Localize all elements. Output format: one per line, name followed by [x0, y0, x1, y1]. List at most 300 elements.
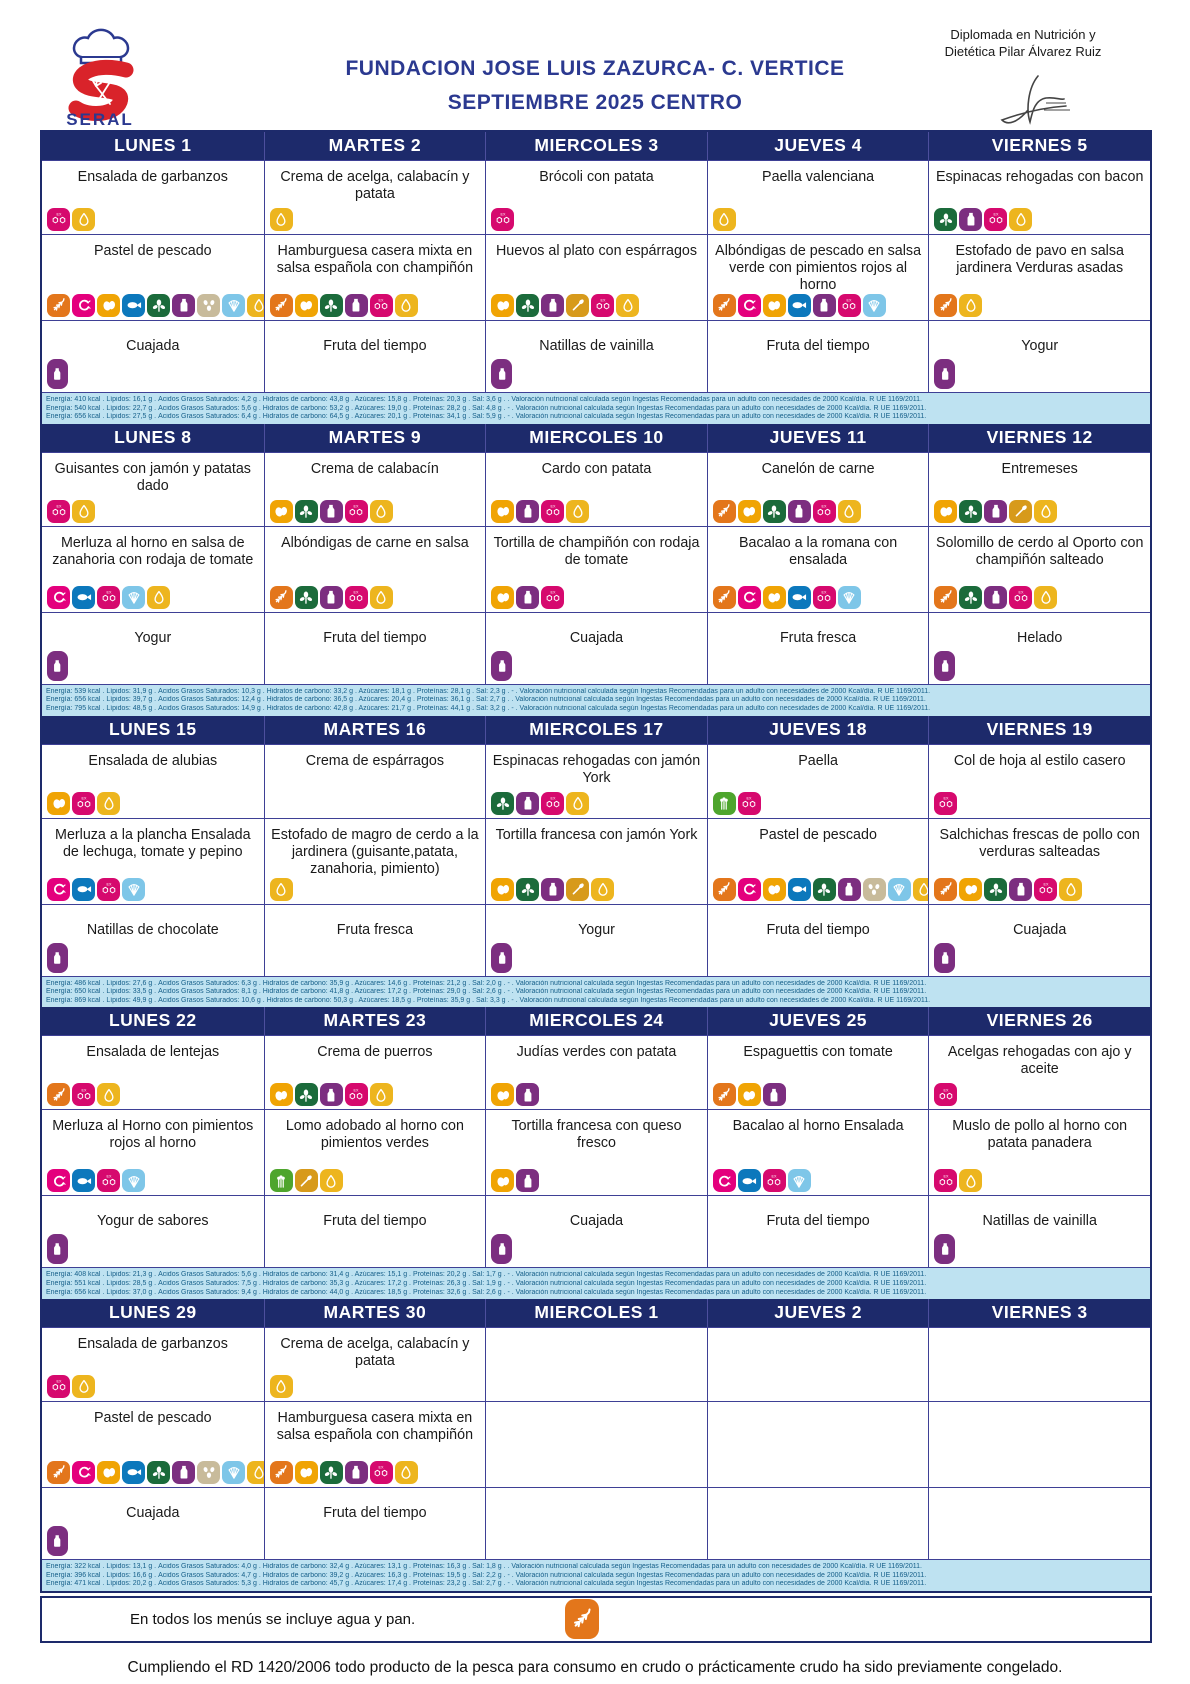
pescado-icon: [738, 1169, 761, 1192]
pescado-icon: [72, 878, 95, 901]
nutritionist-line2: Dietética Pilar Álvarez Ruiz: [944, 44, 1102, 59]
dish-name: Fruta fresca: [336, 921, 414, 938]
huevo-icon: [47, 792, 70, 815]
svg-text:EX: EX: [1018, 590, 1024, 595]
day-header: LUNES 29: [108, 1302, 197, 1323]
day-header: JUEVES 18: [707, 716, 929, 744]
sulfitos-icon: [566, 500, 589, 523]
svg-text:EX: EX: [600, 298, 606, 303]
seral-logo-text: SERAL: [66, 110, 134, 128]
huevo-icon: [97, 1461, 120, 1484]
first-course-cell: [928, 1035, 1150, 1109]
allergen-icons: [47, 208, 259, 231]
second-course-cell: [707, 526, 929, 612]
nutrition-line: Energía: 656 kcal . Lípidos: 39,7 g . Ácidos Grasos Saturados: 12,4 g . Hidratos de carbono: 36,5 g . Azúcares: 20,4 g . Proteínas: 36,1 g . Sal: 2,7 g . . Valoración nutricional calculada según Ingestas Recomendadas para un adulto con necesidades de 2000 Kcal/día. R UE 1169/2011.: [46, 696, 926, 704]
dish-name: Natillas de chocolate: [86, 921, 219, 938]
lacteos-icon: [47, 1234, 68, 1264]
allergen-icons: [270, 500, 481, 523]
gluten-icon: [713, 294, 736, 317]
first-course-row: [42, 1327, 1150, 1401]
allergen-icons: [934, 1083, 1145, 1106]
allergen-icons: [491, 651, 702, 681]
dish-name: Entremeses: [1001, 460, 1078, 477]
sulfitos-icon: [566, 792, 589, 815]
dish-name: Ensalada de lentejas: [86, 1044, 220, 1061]
frutos-cascara-icon: [97, 586, 120, 609]
nutrition-line: Energía: 322 kcal . Lípidos: 13,1 g . Ácidos Grasos Saturados: 4,0 g . Hidratos de carbono: 32,4 g . Azúcares: 13,1 g . Proteínas: 16,3 g . Sal: 1,8 g . . Valoración nutricional calculada según Ingestas Recomendadas para un adulto con necesidades de 2000 Kcal/día. R UE 1169/2011.: [46, 1563, 922, 1571]
dessert-row: [42, 904, 1150, 976]
first-course-cell: [928, 744, 1150, 818]
svg-text:EX: EX: [353, 590, 359, 595]
day-header: JUEVES 25: [707, 1007, 929, 1035]
second-course-cell: [264, 1401, 486, 1487]
dish-name: Cuajada: [1013, 921, 1067, 938]
gluten-icon: [47, 1461, 70, 1484]
svg-text:EX: EX: [81, 1087, 86, 1092]
soja-icon: [516, 294, 539, 317]
soja-icon: [984, 878, 1007, 901]
first-course-cell: [928, 452, 1150, 526]
lacteos-icon: [491, 943, 512, 973]
dessert-cell: [707, 1487, 929, 1559]
dish-name: Crema de espárragos: [305, 752, 445, 769]
allergen-icons: [934, 500, 1145, 523]
sulfitos-icon: [370, 1083, 393, 1106]
dish-name: Fruta fresca: [779, 629, 857, 646]
lacteos-icon: [47, 943, 68, 973]
allergen-icons: [47, 1526, 259, 1556]
lacteos-icon: [345, 1461, 368, 1484]
frutos-cascara-icon: [97, 878, 120, 901]
dessert-cell: [707, 1195, 929, 1267]
dish-name: Helado: [1017, 629, 1063, 646]
dish-name: Tortilla de champiñón con rodaja de tomate: [493, 534, 700, 568]
allergen-icons: [491, 943, 702, 973]
first-course-row: [42, 744, 1150, 818]
allergen-icons: [934, 359, 1145, 389]
dish-name: Ensalada de alubias: [88, 752, 218, 769]
day-header: MARTES 2: [264, 132, 486, 160]
first-course-cell: [707, 744, 929, 818]
svg-text:EX: EX: [378, 1465, 384, 1470]
dessert-cell: [707, 904, 929, 976]
day-header: VIERNES 19: [928, 716, 1150, 744]
first-course-row: [42, 1035, 1150, 1109]
allergen-icons: [270, 1461, 481, 1484]
huevo-icon: [738, 500, 761, 523]
day-header: LUNES 8: [114, 426, 192, 447]
nutrition-info: [42, 1267, 1150, 1299]
dessert-cell: [485, 612, 707, 684]
first-course-cell: [42, 1327, 264, 1401]
day-header: MIERCOLES 24: [485, 1007, 707, 1035]
second-course-cell: [42, 526, 264, 612]
sulfitos-icon: [1034, 500, 1057, 523]
pescado-icon: [122, 1461, 145, 1484]
nutrition-line: Energía: 650 kcal . Lípidos: 33,5 g . Ácidos Grasos Saturados: 8,1 g . Hidratos de carbono: 41,8 g . Azúcares: 17,2 g . Proteínas: 29,0 g . Sal: 2,6 g . - . Valoración nutricional calculada según Ingestas Recomendadas para un adulto con necesidades de 2000 Kcal/día. R UE 1169/2011.: [46, 988, 927, 996]
dish-name: Hamburguesa casera mixta en salsa española con champiñón: [276, 243, 474, 276]
sulfitos-icon: [72, 500, 95, 523]
dish-name: Fruta del tiempo: [323, 1213, 427, 1230]
second-course-cell: [485, 1109, 707, 1195]
pescado-icon: [72, 586, 95, 609]
frutos-cascara-icon: [345, 586, 368, 609]
lacteos-icon: [345, 294, 368, 317]
allergen-icons: [491, 1234, 702, 1264]
lacteos-icon: [934, 943, 955, 973]
second-course-cell: [707, 818, 929, 904]
dish-name: Natillas de vainilla: [982, 1213, 1097, 1230]
gluten-icon: [934, 586, 957, 609]
allergen-icons: [47, 500, 259, 523]
dish-name: Crema de acelga, calabacín y patata: [280, 1336, 470, 1370]
lacteos-icon: [47, 1526, 68, 1556]
mostaza-icon: [1009, 500, 1032, 523]
lacteos-icon: [934, 651, 955, 681]
day-header: LUNES 15: [108, 718, 197, 739]
sulfitos-icon: [72, 1375, 95, 1398]
day-header: JUEVES 2: [707, 1299, 929, 1327]
lacteos-icon: [172, 294, 195, 317]
allergen-icons: [934, 1169, 1145, 1192]
day-header: MIERCOLES 3: [485, 132, 707, 160]
allergen-icons: [270, 1375, 481, 1398]
lacteos-icon: [934, 359, 955, 389]
sulfitos-icon: [72, 208, 95, 231]
dish-name: Fruta del tiempo: [323, 629, 427, 646]
frutos-cascara-icon: [813, 586, 836, 609]
huevo-icon: [491, 586, 514, 609]
frutos-cascara-icon: [97, 1169, 120, 1192]
svg-text:EX: EX: [846, 298, 852, 303]
dish-name: Tortilla francesa con jamón York: [495, 826, 698, 843]
second-course-cell: [485, 526, 707, 612]
dessert-cell: [42, 1195, 264, 1267]
frutos-cascara-icon: [838, 294, 861, 317]
huevo-icon: [491, 878, 514, 901]
dish-name: Yogur de sabores: [97, 1213, 209, 1230]
week-block: [42, 132, 1150, 424]
huevo-icon: [491, 1169, 514, 1192]
dessert-cell: [928, 1195, 1150, 1267]
sulfitos-icon: [959, 294, 982, 317]
dessert-cell: [485, 904, 707, 976]
allergen-icons: [713, 586, 924, 609]
first-course-cell: [707, 1035, 929, 1109]
second-course-cell: [264, 818, 486, 904]
allergen-icons: [491, 208, 702, 231]
frutos-cascara-icon: [541, 586, 564, 609]
crustaceos-icon: [72, 294, 95, 317]
first-course-cell: [707, 1327, 929, 1401]
sulfitos-icon: [97, 792, 120, 815]
svg-text:EX: EX: [1043, 882, 1049, 887]
gluten-icon: [713, 500, 736, 523]
frutos-cascara-icon: [47, 1375, 70, 1398]
allergen-icons: [47, 294, 259, 317]
svg-text:EX: EX: [353, 504, 359, 509]
second-course-row: [42, 818, 1150, 904]
lacteos-icon: [491, 359, 512, 389]
allergen-icons: [47, 1169, 259, 1192]
nutrition-line: Energía: 408 kcal . Lípidos: 21,3 g . Ácidos Grasos Saturados: 5,6 g . Hidratos de carbono: 31,4 g . Azúcares: 15,1 g . Proteínas: 20,2 g . Sal: 1,7 g . - . Valoración nutricional calculada según Ingestas Recomendadas para un adulto con necesidades de 2000 Kcal/día. R UE 1169/2011.: [46, 1271, 927, 1279]
nutrition-line: Energía: 471 kcal . Lípidos: 20,2 g . Ácidos Grasos Saturados: 5,3 g . Hidratos de carbono: 45,7 g . Azúcares: 17,4 g . Proteínas: 23,2 g . Sal: 2,7 g . - . Valoración nutricional calculada según Ingestas Recomendadas para un adulto con necesidades de 2000 Kcal/día. R UE 1169/2011.: [46, 1580, 927, 1588]
sulfitos-icon: [370, 586, 393, 609]
lacteos-icon: [541, 294, 564, 317]
dish-name: [934, 1491, 1145, 1505]
crustaceos-icon: [72, 1461, 95, 1484]
soja-icon: [295, 1083, 318, 1106]
dish-name: Tortilla francesa con queso fresco: [511, 1118, 682, 1152]
second-course-cell: [707, 1401, 929, 1487]
week-block: [42, 424, 1150, 716]
moluscos-icon: [122, 1169, 145, 1192]
frutos-cascara-icon: [591, 294, 614, 317]
svg-text:EX: EX: [550, 590, 556, 595]
allergen-icons: [934, 943, 1145, 973]
pescado-icon: [788, 294, 811, 317]
svg-text:EX: EX: [56, 1379, 61, 1384]
lacteos-icon: [516, 1083, 539, 1106]
moluscos-icon: [838, 586, 861, 609]
crustaceos-icon: [47, 878, 70, 901]
pescado-icon: [788, 878, 811, 901]
day-header: LUNES 22: [108, 1010, 197, 1031]
dish-name: Solomillo de cerdo al Oporto con champiñón salteado: [935, 534, 1144, 568]
dessert-cell: [707, 612, 929, 684]
lacteos-icon: [516, 1169, 539, 1192]
allergen-icons: [47, 1234, 259, 1264]
crustaceos-icon: [713, 1169, 736, 1192]
dessert-cell: [928, 612, 1150, 684]
huevo-icon: [763, 586, 786, 609]
dish-name: Merluza al horno en salsa de zanahoria con rodaja de tomate: [52, 534, 254, 568]
day-header: VIERNES 5: [928, 132, 1150, 160]
dish-name: Judías verdes con patata: [516, 1044, 677, 1061]
dish-name: Crema de puerros: [317, 1044, 433, 1061]
second-course-row: [42, 1401, 1150, 1487]
frutos-cascara-icon: [370, 294, 393, 317]
nutrition-info: [42, 392, 1150, 424]
lacteos-icon: [320, 1083, 343, 1106]
gluten-icon: [47, 1083, 70, 1106]
soja-icon: [934, 208, 957, 231]
day-header: JUEVES 11: [707, 424, 929, 452]
dessert-cell: [928, 1487, 1150, 1559]
second-course-cell: [928, 818, 1150, 904]
crustaceos-icon: [738, 878, 761, 901]
huevo-icon: [763, 294, 786, 317]
mostaza-icon: [566, 294, 589, 317]
gluten-icon: [713, 586, 736, 609]
first-course-cell: [42, 744, 264, 818]
gluten-icon: [934, 294, 957, 317]
crustaceos-icon: [738, 586, 761, 609]
gluten-icon: [270, 586, 293, 609]
water-bread-note: En todos los menús se incluye agua y pan.: [130, 1610, 416, 1628]
frutos-cascara-icon: [934, 1169, 957, 1192]
svg-text:EX: EX: [56, 504, 61, 509]
dish-name: Acelgas rehogadas con ajo y aceite: [947, 1044, 1132, 1078]
sulfitos-icon: [591, 878, 614, 901]
page-header: [0, 0, 1190, 130]
allergen-icons: [47, 651, 259, 681]
nutrition-line: Energía: 410 kcal . Lípidos: 16,1 g . Ácidos Grasos Saturados: 4,2 g . Hidratos de carbono: 43,8 g . Azúcares: 15,8 g . Proteínas: 20,3 g . Sal: 3,6 g . . Valoración nutricional calculada según Ingestas Recomendadas para un adulto con necesidades de 2000 Kcal/día. R UE 1169/2011.: [46, 396, 922, 403]
week-block: [42, 1007, 1150, 1299]
lacteos-icon: [47, 651, 68, 681]
dish-name: Cuajada: [569, 1213, 624, 1230]
second-course-cell: [42, 234, 264, 320]
dessert-cell: [928, 320, 1150, 392]
lacteos-icon: [984, 500, 1007, 523]
first-course-cell: [264, 452, 486, 526]
sulfitos-icon: [320, 1169, 343, 1192]
sulfitos-icon: [1034, 586, 1057, 609]
allergen-icons: [934, 878, 1145, 901]
allergen-icons: [491, 359, 702, 389]
water-bread-note-box: [40, 1596, 1152, 1643]
dish-name: [491, 1491, 702, 1505]
nutrition-info: [42, 1559, 1150, 1591]
dish-name: Canelón de carne: [761, 460, 875, 477]
dish-name: Natillas de vainilla: [539, 338, 654, 354]
dish-name: Yogur: [134, 629, 172, 646]
dessert-cell: [485, 1487, 707, 1559]
allergen-icons: [270, 208, 481, 231]
dish-name: Fruta del tiempo: [766, 338, 870, 354]
dish-name: Fruta del tiempo: [323, 1505, 427, 1522]
second-course-cell: [264, 1109, 486, 1195]
mostaza-icon: [566, 878, 589, 901]
allergen-icons: [491, 586, 702, 609]
dessert-row: [42, 1487, 1150, 1559]
cacahuetes-icon: [863, 878, 886, 901]
huevo-icon: [934, 500, 957, 523]
dish-name: [934, 1405, 1145, 1410]
dish-name: Yogur: [578, 921, 615, 938]
dessert-cell: [485, 320, 707, 392]
dish-name: Lomo adobado al horno con pimientos verdes: [285, 1118, 464, 1152]
nutrition-line: Energía: 551 kcal . Lípidos: 28,5 g . Ácidos Grasos Saturados: 7,5 g . Hidratos de carbono: 35,3 g . Azúcares: 17,2 g . Proteínas: 26,3 g . Sal: 1,9 g . - . Valoración nutricional calculada según Ingestas Recomendadas para un adulto con necesidades de 2000 Kcal/día. R UE 1169/2011.: [46, 1279, 927, 1287]
soja-icon: [147, 294, 170, 317]
sulfitos-icon: [270, 878, 293, 901]
frutos-cascara-icon: [541, 792, 564, 815]
huevo-icon: [959, 878, 982, 901]
lacteos-icon: [491, 651, 512, 681]
lacteos-icon: [320, 586, 343, 609]
huevo-icon: [491, 294, 514, 317]
second-course-cell: [928, 526, 1150, 612]
first-course-cell: [264, 160, 486, 234]
sulfitos-icon: [97, 1083, 120, 1106]
huevo-icon: [270, 500, 293, 523]
dish-name: [934, 1331, 1145, 1336]
nutrition-line: Energía: 540 kcal . Lípidos: 22,7 g . Ácidos Grasos Saturados: 5,6 g . Hidratos de carbono: 53,2 g . Azúcares: 19,0 g . Proteínas: 28,2 g . Sal: 4,8 g . - . Valoración nutricional calculada según Ingestas Recomendadas para un adulto con necesidades de 2000 Kcal/día. R UE 1169/2011.: [46, 404, 927, 412]
dish-name: Yogur: [1021, 338, 1059, 354]
sulfitos-icon: [713, 208, 736, 231]
dish-name: Pastel de pescado: [93, 1410, 212, 1427]
svg-text:EX: EX: [821, 504, 827, 509]
day-header: VIERNES 12: [928, 424, 1150, 452]
moluscos-icon: [788, 1169, 811, 1192]
dessert-cell: [42, 1487, 264, 1559]
moluscos-icon: [888, 878, 911, 901]
month-title: SEPTIEMBRE 2025 CENTRO: [447, 91, 743, 114]
gluten-icon: [47, 294, 70, 317]
frutos-cascara-icon: [813, 500, 836, 523]
allergen-icons: [47, 1461, 259, 1484]
dessert-cell: [485, 1195, 707, 1267]
first-course-cell: [928, 160, 1150, 234]
pescado-icon: [122, 294, 145, 317]
allergen-icons: [47, 1083, 259, 1106]
frutos-cascara-icon: [345, 500, 368, 523]
sulfitos-icon: [370, 500, 393, 523]
svg-text:EX: EX: [943, 1173, 949, 1178]
dessert-cell: [707, 320, 929, 392]
frutos-cascara-icon: [72, 1083, 95, 1106]
soja-icon: [763, 500, 786, 523]
frutos-cascara-icon: [491, 208, 514, 231]
sulfitos-icon: [395, 294, 418, 317]
week-block: [42, 1299, 1150, 1591]
soja-icon: [320, 1461, 343, 1484]
cacahuetes-icon: [197, 1461, 220, 1484]
dish-name: Ensalada de garbanzos: [77, 169, 228, 185]
day-header: MIERCOLES 10: [485, 424, 707, 452]
dish-name: Muslo de pollo al horno con patata panadera: [952, 1118, 1128, 1152]
huevo-icon: [491, 1083, 514, 1106]
dish-name: Bacalao al horno Ensalada: [732, 1118, 904, 1135]
crustaceos-icon: [47, 1169, 70, 1192]
nutrition-line: Energía: 539 kcal . Lípidos: 31,9 g . Ácidos Grasos Saturados: 10,3 g . Hidratos de carbono: 33,2 g . Azúcares: 18,1 g . Proteínas: 28,1 g . Sal: 2,3 g . - . Valoración nutricional calculada según Ingestas Recomendadas para un adulto con necesidades de 2000 Kcal/día. R UE 1169/2011.: [46, 687, 931, 695]
allergen-icons: [713, 500, 924, 523]
lacteos-icon: [959, 208, 982, 231]
day-header: VIERNES 26: [928, 1007, 1150, 1035]
dessert-cell: [264, 320, 486, 392]
gluten-icon: [565, 1599, 599, 1639]
gluten-icon: [713, 1083, 736, 1106]
frutos-cascara-icon: [934, 792, 957, 815]
first-course-cell: [928, 1327, 1150, 1401]
allergen-icons: [491, 1083, 702, 1106]
allergen-icons: [270, 878, 481, 901]
frutos-cascara-icon: [541, 500, 564, 523]
legal-note: Cumpliendo el RD 1420/2006 todo producto de la pesca para consumo en crudo o prácticamente crudo ha sido previamente congelado.: [127, 1658, 1063, 1676]
second-course-cell: [42, 1109, 264, 1195]
day-header-row: [42, 1299, 1150, 1327]
allergen-icons: [47, 792, 259, 815]
second-course-cell: [485, 818, 707, 904]
dish-name: Salchichas frescas de pollo con verduras salteadas: [939, 826, 1140, 860]
dessert-cell: [264, 1487, 486, 1559]
dish-name: Cuajada: [569, 629, 624, 646]
dessert-cell: [42, 904, 264, 976]
first-course-cell: [707, 452, 929, 526]
second-course-cell: [928, 234, 1150, 320]
dish-name: [713, 1491, 924, 1505]
day-header: MIERCOLES 1: [485, 1299, 707, 1327]
dish-name: Merluza al Horno con pimientos rojos al horno: [52, 1118, 254, 1152]
allergen-icons: [934, 1234, 1145, 1264]
second-course-cell: [707, 1109, 929, 1195]
lacteos-icon: [491, 1234, 512, 1264]
soja-icon: [295, 500, 318, 523]
dessert-cell: [264, 1195, 486, 1267]
svg-text:EX: EX: [550, 504, 556, 509]
frutos-cascara-icon: [1009, 586, 1032, 609]
sulfitos-icon: [1059, 878, 1082, 901]
